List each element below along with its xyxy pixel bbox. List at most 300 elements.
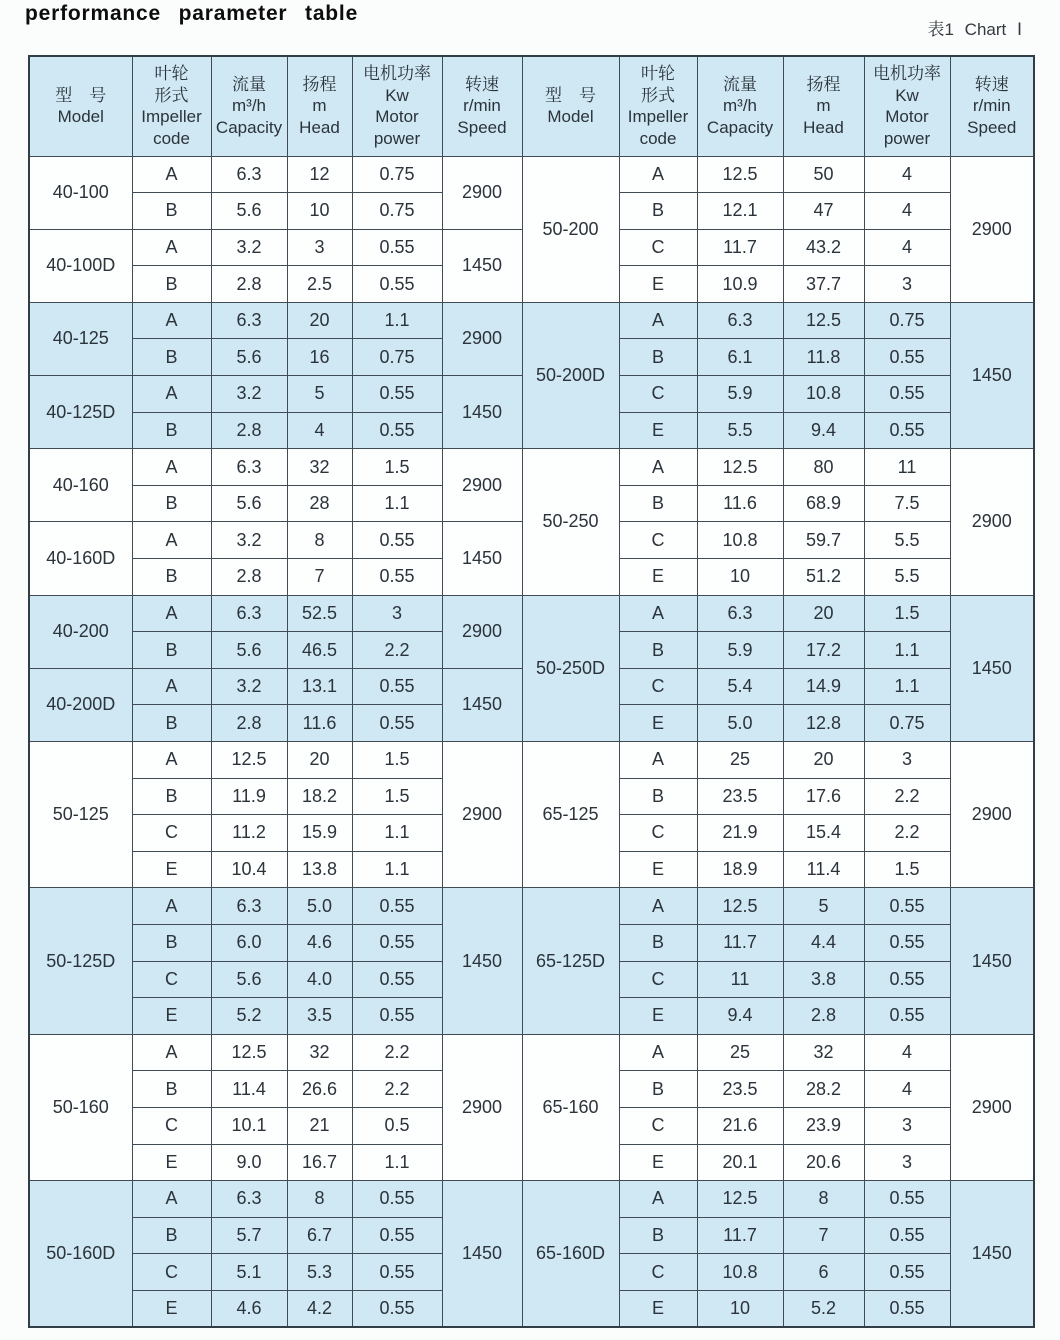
capacity-cell: 5.1 — [211, 1254, 287, 1291]
capacity-cell: 11.7 — [697, 1217, 783, 1254]
head-cell: 4.2 — [287, 1290, 352, 1327]
impeller-code-cell: E — [619, 412, 697, 449]
head-cell: 32 — [287, 449, 352, 486]
power-cell: 0.55 — [352, 1290, 442, 1327]
table-row — [29, 449, 1034, 486]
impeller-code-cell: A — [619, 156, 697, 193]
head-cell: 46.5 — [287, 632, 352, 669]
speed-cell: 2900 — [442, 156, 522, 229]
capacity-cell: 10.9 — [697, 266, 783, 303]
capacity-cell: 12.5 — [697, 888, 783, 925]
model-cell: 65-125D — [522, 888, 619, 1034]
head-cell: 12 — [287, 156, 352, 193]
impeller-code-cell: A — [132, 229, 211, 266]
power-cell: 0.55 — [864, 339, 950, 376]
power-cell: 3 — [864, 1107, 950, 1144]
model-cell: 50-200 — [522, 156, 619, 302]
impeller-code-cell: A — [619, 302, 697, 339]
capacity-cell: 5.9 — [697, 632, 783, 669]
header-power-left: 电机功率 Kw Motor power — [352, 56, 442, 156]
head-cell: 10.8 — [783, 376, 864, 413]
power-cell: 3 — [352, 595, 442, 632]
head-cell: 17.6 — [783, 778, 864, 815]
head-cell: 21 — [287, 1107, 352, 1144]
impeller-code-cell: A — [132, 302, 211, 339]
capacity-cell: 5.6 — [211, 961, 287, 998]
impeller-code-cell: C — [619, 668, 697, 705]
impeller-code-cell: A — [132, 1034, 211, 1071]
header-impeller-left: 叶轮 形式 Impeller code — [132, 56, 211, 156]
table-row — [29, 1181, 1034, 1218]
capacity-cell: 6.3 — [211, 156, 287, 193]
power-cell: 11 — [864, 449, 950, 486]
head-cell: 2.8 — [783, 998, 864, 1035]
speed-cell: 1450 — [442, 229, 522, 302]
impeller-code-cell: B — [132, 266, 211, 303]
impeller-code-cell: E — [619, 1144, 697, 1181]
table-caption: 表1 Chart Ⅰ — [927, 20, 1022, 39]
impeller-code-cell: A — [619, 888, 697, 925]
head-cell: 4 — [287, 412, 352, 449]
impeller-code-cell: C — [619, 376, 697, 413]
impeller-code-cell: B — [132, 924, 211, 961]
head-cell: 23.9 — [783, 1107, 864, 1144]
impeller-code-cell: E — [132, 998, 211, 1035]
capacity-cell: 6.3 — [211, 449, 287, 486]
impeller-code-cell: A — [132, 449, 211, 486]
header-impeller-right: 叶轮 形式 Impeller code — [619, 56, 697, 156]
power-cell: 0.75 — [352, 339, 442, 376]
impeller-code-cell: B — [132, 705, 211, 742]
impeller-code-cell: C — [132, 1107, 211, 1144]
capacity-cell: 5.6 — [211, 632, 287, 669]
impeller-code-cell: A — [619, 449, 697, 486]
model-cell: 65-125 — [522, 742, 619, 888]
speed-cell: 2900 — [442, 1034, 522, 1180]
capacity-cell: 4.6 — [211, 1290, 287, 1327]
model-cell: 65-160 — [522, 1034, 619, 1180]
head-cell: 59.7 — [783, 522, 864, 559]
model-cell: 40-125 — [29, 302, 132, 375]
head-cell: 20 — [287, 302, 352, 339]
head-cell: 13.8 — [287, 851, 352, 888]
power-cell: 4 — [864, 1071, 950, 1108]
power-cell: 4 — [864, 193, 950, 230]
impeller-code-cell: E — [619, 559, 697, 596]
header-capacity-left: 流量 m³/h Capacity — [211, 56, 287, 156]
capacity-cell: 10 — [697, 1290, 783, 1327]
model-cell: 40-100 — [29, 156, 132, 229]
header-head-left: 扬程 m Head — [287, 56, 352, 156]
head-cell: 3.8 — [783, 961, 864, 998]
speed-cell: 1450 — [950, 302, 1034, 448]
power-cell: 1.1 — [352, 485, 442, 522]
model-cell: 50-160D — [29, 1181, 132, 1327]
head-cell: 11.8 — [783, 339, 864, 376]
impeller-code-cell: E — [619, 1290, 697, 1327]
head-cell: 13.1 — [287, 668, 352, 705]
capacity-cell: 11.6 — [697, 485, 783, 522]
impeller-code-cell: A — [132, 668, 211, 705]
impeller-code-cell: B — [132, 632, 211, 669]
capacity-cell: 18.9 — [697, 851, 783, 888]
power-cell: 0.55 — [352, 705, 442, 742]
impeller-code-cell: C — [619, 1254, 697, 1291]
power-cell: 1.1 — [864, 668, 950, 705]
table-row — [29, 595, 1034, 632]
impeller-code-cell: C — [619, 1107, 697, 1144]
head-cell: 28.2 — [783, 1071, 864, 1108]
impeller-code-cell: A — [132, 156, 211, 193]
capacity-cell: 6.3 — [211, 888, 287, 925]
power-cell: 0.55 — [864, 1290, 950, 1327]
head-cell: 7 — [287, 559, 352, 596]
capacity-cell: 11.2 — [211, 815, 287, 852]
capacity-cell: 9.4 — [697, 998, 783, 1035]
capacity-cell: 10 — [697, 559, 783, 596]
capacity-cell: 11.4 — [211, 1071, 287, 1108]
head-cell: 20 — [783, 595, 864, 632]
power-cell: 0.75 — [352, 193, 442, 230]
impeller-code-cell: A — [619, 1034, 697, 1071]
table-row — [29, 742, 1034, 779]
impeller-code-cell: B — [132, 485, 211, 522]
model-cell: 40-160 — [29, 449, 132, 522]
speed-cell: 1450 — [442, 376, 522, 449]
header-speed-right: 转速 r/min Speed — [950, 56, 1034, 156]
capacity-cell: 23.5 — [697, 778, 783, 815]
capacity-cell: 5.2 — [211, 998, 287, 1035]
capacity-cell: 3.2 — [211, 668, 287, 705]
head-cell: 20 — [783, 742, 864, 779]
impeller-code-cell: B — [619, 485, 697, 522]
model-cell: 50-160 — [29, 1034, 132, 1180]
impeller-code-cell: B — [132, 778, 211, 815]
capacity-cell: 6.0 — [211, 924, 287, 961]
power-cell: 0.5 — [352, 1107, 442, 1144]
impeller-code-cell: A — [132, 522, 211, 559]
speed-cell: 1450 — [442, 1181, 522, 1327]
header-model-left: 型 号 Model — [29, 56, 132, 156]
capacity-cell: 12.5 — [211, 742, 287, 779]
power-cell: 0.55 — [352, 998, 442, 1035]
power-cell: 1.5 — [864, 595, 950, 632]
impeller-code-cell: A — [619, 742, 697, 779]
power-cell: 4 — [864, 229, 950, 266]
power-cell: 0.75 — [352, 156, 442, 193]
capacity-cell: 5.9 — [697, 376, 783, 413]
head-cell: 3 — [287, 229, 352, 266]
power-cell: 0.55 — [864, 961, 950, 998]
speed-cell: 2900 — [950, 156, 1034, 302]
power-cell: 2.2 — [864, 815, 950, 852]
header-model-right: 型 号 Model — [522, 56, 619, 156]
impeller-code-cell: C — [619, 522, 697, 559]
head-cell: 52.5 — [287, 595, 352, 632]
impeller-code-cell: B — [619, 632, 697, 669]
head-cell: 32 — [783, 1034, 864, 1071]
capacity-cell: 5.5 — [697, 412, 783, 449]
impeller-code-cell: E — [619, 705, 697, 742]
head-cell: 5 — [783, 888, 864, 925]
power-cell: 0.55 — [352, 559, 442, 596]
head-cell: 11.4 — [783, 851, 864, 888]
power-cell: 2.2 — [864, 778, 950, 815]
capacity-cell: 6.3 — [211, 302, 287, 339]
impeller-code-cell: E — [619, 851, 697, 888]
capacity-cell: 6.3 — [697, 302, 783, 339]
head-cell: 6 — [783, 1254, 864, 1291]
model-cell: 40-125D — [29, 376, 132, 449]
speed-cell: 2900 — [950, 742, 1034, 888]
impeller-code-cell: E — [132, 851, 211, 888]
speed-cell: 1450 — [950, 888, 1034, 1034]
head-cell: 80 — [783, 449, 864, 486]
impeller-code-cell: B — [132, 339, 211, 376]
impeller-code-cell: A — [132, 742, 211, 779]
capacity-cell: 21.9 — [697, 815, 783, 852]
power-cell: 0.75 — [864, 302, 950, 339]
speed-cell: 1450 — [950, 1181, 1034, 1327]
head-cell: 5.0 — [287, 888, 352, 925]
capacity-cell: 10.4 — [211, 851, 287, 888]
impeller-code-cell: B — [619, 339, 697, 376]
head-cell: 16 — [287, 339, 352, 376]
impeller-code-cell: B — [132, 1217, 211, 1254]
power-cell: 1.5 — [352, 778, 442, 815]
impeller-code-cell: B — [619, 1217, 697, 1254]
capacity-cell: 23.5 — [697, 1071, 783, 1108]
capacity-cell: 5.7 — [211, 1217, 287, 1254]
power-cell: 0.55 — [352, 376, 442, 413]
power-cell: 2.2 — [352, 632, 442, 669]
capacity-cell: 12.1 — [697, 193, 783, 230]
head-cell: 37.7 — [783, 266, 864, 303]
power-cell: 3 — [864, 266, 950, 303]
head-cell: 68.9 — [783, 485, 864, 522]
head-cell: 8 — [287, 522, 352, 559]
header-power-right: 电机功率 Kw Motor power — [864, 56, 950, 156]
head-cell: 3.5 — [287, 998, 352, 1035]
power-cell: 0.55 — [352, 961, 442, 998]
model-cell: 40-200 — [29, 595, 132, 668]
power-cell: 0.55 — [864, 924, 950, 961]
head-cell: 20 — [287, 742, 352, 779]
power-cell: 4 — [864, 1034, 950, 1071]
power-cell: 0.55 — [352, 1181, 442, 1218]
power-cell: 1.1 — [864, 632, 950, 669]
power-cell: 4 — [864, 156, 950, 193]
power-cell: 1.5 — [352, 449, 442, 486]
impeller-code-cell: C — [132, 1254, 211, 1291]
capacity-cell: 11 — [697, 961, 783, 998]
power-cell: 3 — [864, 742, 950, 779]
impeller-code-cell: A — [619, 595, 697, 632]
capacity-cell: 2.8 — [211, 266, 287, 303]
head-cell: 5.2 — [783, 1290, 864, 1327]
head-cell: 28 — [287, 485, 352, 522]
capacity-cell: 11.9 — [211, 778, 287, 815]
model-cell: 50-250 — [522, 449, 619, 595]
speed-cell: 1450 — [950, 595, 1034, 741]
capacity-cell: 20.1 — [697, 1144, 783, 1181]
impeller-code-cell: A — [619, 1181, 697, 1218]
impeller-code-cell: B — [132, 1071, 211, 1108]
head-cell: 11.6 — [287, 705, 352, 742]
impeller-code-cell: B — [132, 412, 211, 449]
head-cell: 8 — [287, 1181, 352, 1218]
head-cell: 15.4 — [783, 815, 864, 852]
model-cell: 40-160D — [29, 522, 132, 595]
speed-cell: 1450 — [442, 888, 522, 1034]
capacity-cell: 3.2 — [211, 522, 287, 559]
table-row — [29, 156, 1034, 193]
header-head-right: 扬程 m Head — [783, 56, 864, 156]
head-cell: 47 — [783, 193, 864, 230]
capacity-cell: 11.7 — [697, 924, 783, 961]
power-cell: 5.5 — [864, 559, 950, 596]
power-cell: 0.55 — [352, 888, 442, 925]
power-cell: 0.55 — [352, 1217, 442, 1254]
power-cell: 0.55 — [352, 229, 442, 266]
head-cell: 43.2 — [783, 229, 864, 266]
power-cell: 2.2 — [352, 1071, 442, 1108]
impeller-code-cell: C — [619, 229, 697, 266]
capacity-cell: 2.8 — [211, 705, 287, 742]
model-cell: 50-125D — [29, 888, 132, 1034]
capacity-cell: 5.6 — [211, 485, 287, 522]
power-cell: 5.5 — [864, 522, 950, 559]
model-cell: 50-125 — [29, 742, 132, 888]
power-cell: 2.2 — [352, 1034, 442, 1071]
impeller-code-cell: C — [132, 815, 211, 852]
capacity-cell: 3.2 — [211, 376, 287, 413]
page-title: performance parameter table — [25, 2, 359, 25]
capacity-cell: 11.7 — [697, 229, 783, 266]
impeller-code-cell: A — [132, 376, 211, 413]
capacity-cell: 6.3 — [211, 1181, 287, 1218]
head-cell: 50 — [783, 156, 864, 193]
speed-cell: 2900 — [442, 742, 522, 888]
header-capacity-right: 流量 m³/h Capacity — [697, 56, 783, 156]
impeller-code-cell: B — [619, 1071, 697, 1108]
power-cell: 0.55 — [352, 1254, 442, 1291]
head-cell: 4.4 — [783, 924, 864, 961]
head-cell: 7 — [783, 1217, 864, 1254]
model-cell: 50-200D — [522, 302, 619, 448]
impeller-code-cell: B — [619, 778, 697, 815]
head-cell: 5 — [287, 376, 352, 413]
capacity-cell: 12.5 — [697, 449, 783, 486]
head-cell: 20.6 — [783, 1144, 864, 1181]
table-row — [29, 1034, 1034, 1071]
capacity-cell: 5.0 — [697, 705, 783, 742]
impeller-code-cell: A — [132, 888, 211, 925]
impeller-code-cell: E — [619, 998, 697, 1035]
power-cell: 1.1 — [352, 815, 442, 852]
power-cell: 0.55 — [352, 668, 442, 705]
head-cell: 4.6 — [287, 924, 352, 961]
impeller-code-cell: A — [132, 595, 211, 632]
speed-cell: 2900 — [950, 1034, 1034, 1180]
speed-cell: 2900 — [950, 449, 1034, 595]
power-cell: 1.1 — [352, 1144, 442, 1181]
capacity-cell: 25 — [697, 742, 783, 779]
capacity-cell: 10.1 — [211, 1107, 287, 1144]
head-cell: 8 — [783, 1181, 864, 1218]
power-cell: 1.5 — [352, 742, 442, 779]
head-cell: 15.9 — [287, 815, 352, 852]
capacity-cell: 6.3 — [697, 595, 783, 632]
capacity-cell: 6.3 — [211, 595, 287, 632]
capacity-cell: 10.8 — [697, 522, 783, 559]
head-cell: 12.5 — [783, 302, 864, 339]
head-cell: 14.9 — [783, 668, 864, 705]
speed-cell: 2900 — [442, 302, 522, 375]
power-cell: 0.55 — [864, 998, 950, 1035]
impeller-code-cell: B — [132, 559, 211, 596]
speed-cell: 1450 — [442, 522, 522, 595]
impeller-code-cell: E — [619, 266, 697, 303]
power-cell: 0.55 — [352, 522, 442, 559]
power-cell: 1.1 — [352, 851, 442, 888]
power-cell: 0.75 — [864, 705, 950, 742]
head-cell: 26.6 — [287, 1071, 352, 1108]
head-cell: 4.0 — [287, 961, 352, 998]
impeller-code-cell: E — [132, 1290, 211, 1327]
model-cell: 65-160D — [522, 1181, 619, 1327]
performance-table — [28, 55, 1035, 1328]
capacity-cell: 3.2 — [211, 229, 287, 266]
power-cell: 1.5 — [864, 851, 950, 888]
head-cell: 32 — [287, 1034, 352, 1071]
impeller-code-cell: E — [132, 1144, 211, 1181]
power-cell: 0.55 — [352, 412, 442, 449]
head-cell: 16.7 — [287, 1144, 352, 1181]
head-cell: 6.7 — [287, 1217, 352, 1254]
impeller-code-cell: A — [132, 1181, 211, 1218]
capacity-cell: 12.5 — [211, 1034, 287, 1071]
capacity-cell: 6.1 — [697, 339, 783, 376]
head-cell: 9.4 — [783, 412, 864, 449]
table-row — [29, 302, 1034, 339]
capacity-cell: 5.6 — [211, 339, 287, 376]
capacity-cell: 5.4 — [697, 668, 783, 705]
capacity-cell: 10.8 — [697, 1254, 783, 1291]
table-row — [29, 888, 1034, 925]
model-cell: 50-250D — [522, 595, 619, 741]
head-cell: 51.2 — [783, 559, 864, 596]
capacity-cell: 21.6 — [697, 1107, 783, 1144]
impeller-code-cell: B — [619, 193, 697, 230]
power-cell: 7.5 — [864, 485, 950, 522]
power-cell: 0.55 — [864, 376, 950, 413]
power-cell: 0.55 — [864, 1217, 950, 1254]
impeller-code-cell: C — [619, 815, 697, 852]
head-cell: 10 — [287, 193, 352, 230]
power-cell: 0.55 — [864, 1181, 950, 1218]
capacity-cell: 2.8 — [211, 559, 287, 596]
power-cell: 0.55 — [352, 924, 442, 961]
capacity-cell: 9.0 — [211, 1144, 287, 1181]
head-cell: 12.8 — [783, 705, 864, 742]
impeller-code-cell: B — [132, 193, 211, 230]
capacity-cell: 2.8 — [211, 412, 287, 449]
head-cell: 2.5 — [287, 266, 352, 303]
header-row — [29, 56, 1034, 156]
power-cell: 3 — [864, 1144, 950, 1181]
head-cell: 18.2 — [287, 778, 352, 815]
